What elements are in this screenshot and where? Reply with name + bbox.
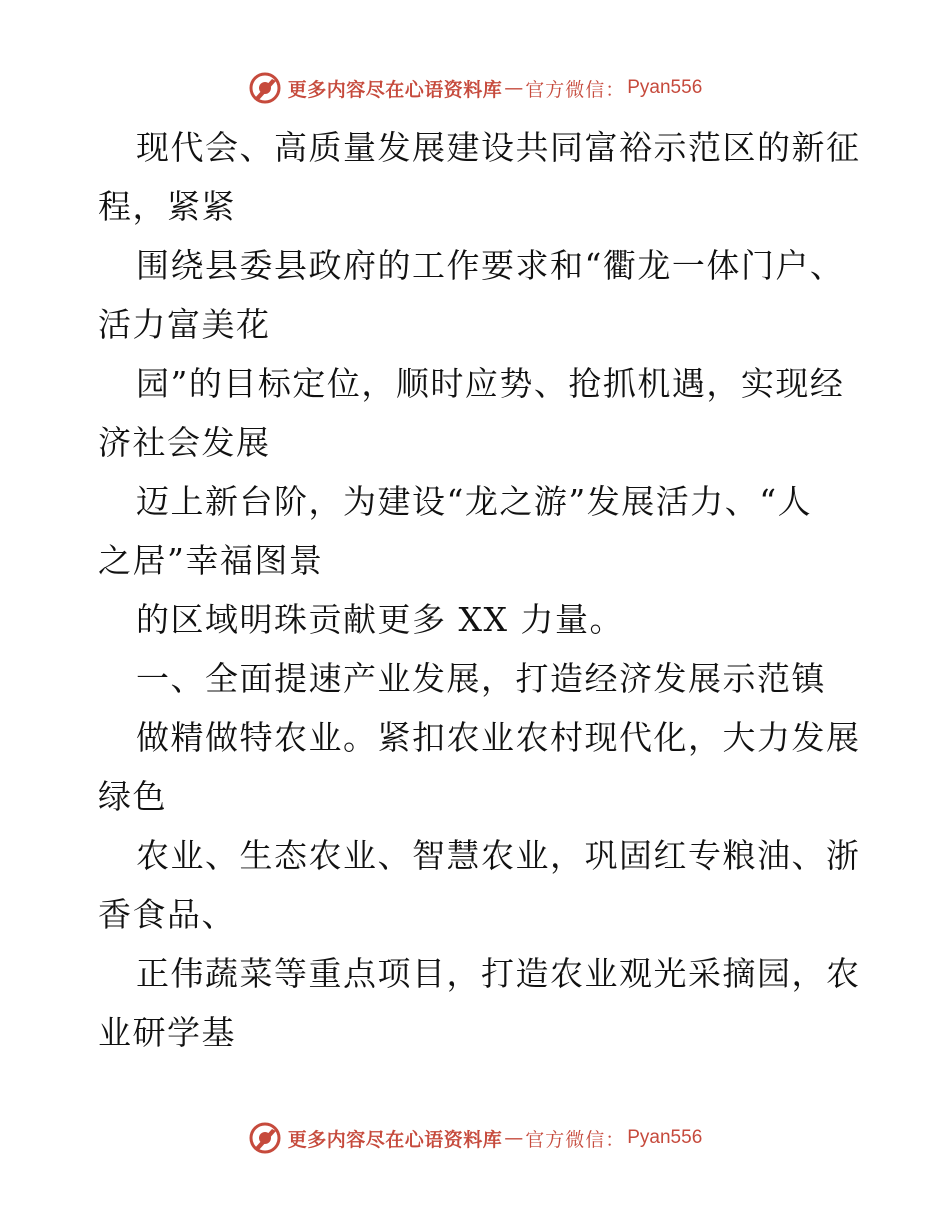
header-dash: —	[504, 77, 524, 99]
text-line: 做精做特农业。紧扣农业农村现代化，大力发展	[136, 718, 861, 757]
header-promo-text: 更多内容尽在心语资料库	[287, 78, 503, 101]
text-line: 程，紧紧	[98, 187, 236, 226]
text-line: 迈上新台阶，为建设“龙之游”发展活力、“人	[136, 482, 813, 521]
document-body	[98, 118, 861, 1062]
text-line: 一、全面提速产业发展，打造经济发展示范镇	[136, 659, 826, 698]
text-line: 农业、生态农业、智慧农业，巩固红专粮油、浙	[136, 836, 861, 875]
header-wechat-id: Pyan556	[627, 77, 703, 98]
text-line: 济社会发展	[98, 423, 271, 462]
logo-icon	[248, 71, 282, 105]
header-wechat-label: 官方微信：	[525, 78, 626, 101]
footer-wechat-id: Pyan556	[627, 1127, 703, 1148]
text-line: 的区域明珠贡献更多 XX 力量。	[136, 600, 624, 639]
text-line: 活力富美花	[98, 305, 271, 344]
text-line: 业研学基	[98, 1013, 236, 1052]
footer-dash: —	[504, 1127, 524, 1149]
footer-banner	[0, 1118, 950, 1158]
logo-icon	[248, 1121, 282, 1155]
text-line: 香食品、	[98, 895, 236, 934]
footer-promo-text: 更多内容尽在心语资料库	[287, 1128, 503, 1151]
text-line: 正伟蔬菜等重点项目，打造农业观光采摘园，农	[136, 954, 861, 993]
header-banner	[0, 68, 950, 108]
footer-wechat-label: 官方微信：	[525, 1128, 626, 1151]
text-line: 之居”幸福图景	[98, 541, 324, 580]
text-line: 绿色	[98, 777, 167, 816]
text-line: 现代会、高质量发展建设共同富裕示范区的新征	[136, 128, 861, 167]
text-line: 园”的目标定位，顺时应势、抢抓机遇，实现经	[136, 364, 845, 403]
text-line: 围绕县委县政府的工作要求和“衢龙一体门户、	[136, 246, 845, 285]
